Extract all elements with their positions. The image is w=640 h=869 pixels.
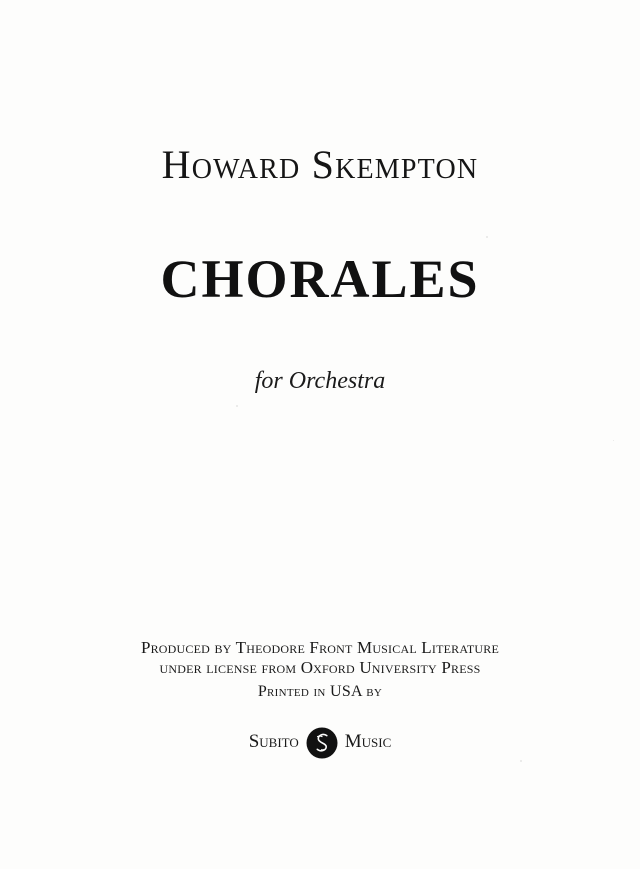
publisher-logo-line — [0, 725, 640, 759]
paper-speck — [486, 236, 488, 238]
printed-by-line: Printed in USA by — [257, 683, 383, 700]
credits-line-2: under license from Oxford University Press — [159, 658, 481, 677]
publisher-name-left: Subito — [248, 731, 299, 752]
publisher-name-right: Music — [344, 731, 392, 752]
production-credits — [0, 638, 640, 678]
paper-speck — [613, 440, 614, 441]
work-subtitle: for Orchestra — [254, 368, 386, 394]
paper-speck — [236, 405, 238, 407]
credits-line-1: Produced by Theodore Front Musical Literature — [140, 638, 500, 657]
work-title: CHORALES — [160, 249, 480, 309]
subito-music-s-logo-icon — [305, 726, 339, 760]
paper-speck — [520, 760, 522, 762]
composer-name: Howard Skempton — [161, 142, 479, 187]
